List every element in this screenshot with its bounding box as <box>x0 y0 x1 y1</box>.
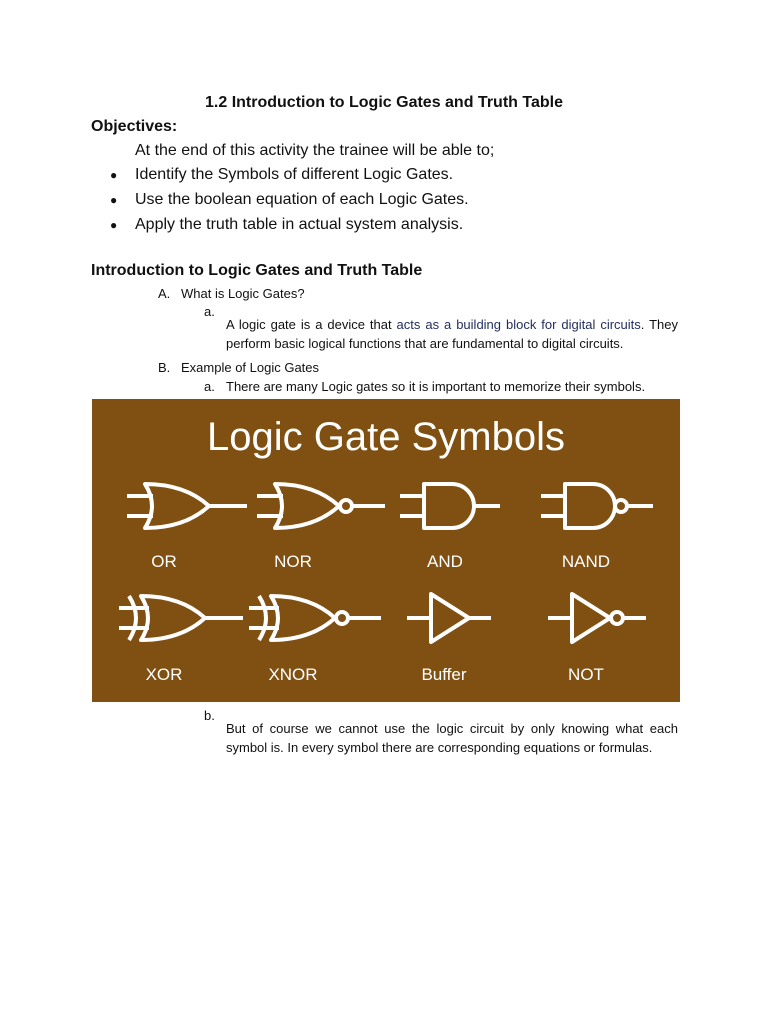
buffer-gate-icon <box>407 594 491 642</box>
gate-label-nor: NOR <box>274 552 312 571</box>
list-marker-B: B. <box>158 360 171 375</box>
list-marker-A: A. <box>158 286 171 301</box>
and-gate-icon <box>400 484 500 528</box>
objectives-heading: Objectives: <box>91 118 178 135</box>
gate-symbols-drawing <box>92 399 680 702</box>
gate-label-xor: XOR <box>145 665 183 684</box>
figure-title: Logic Gate Symbols <box>207 415 565 459</box>
logic-gate-definition <box>226 315 678 353</box>
definition-highlight: acts as a building block for digital circuits <box>396 317 641 332</box>
objective-item: ● Apply the truth table in actual system analysis. <box>110 215 469 240</box>
gate-label-and: AND <box>427 552 463 571</box>
gate-label-buffer: Buffer <box>421 665 467 684</box>
definition-text: A logic gate is a device that <box>226 317 397 332</box>
gate-label-not: NOT <box>568 665 604 684</box>
nor-gate-icon <box>257 484 385 528</box>
list-marker-a: a. <box>204 379 215 394</box>
question-what-is-logic-gates: What is Logic Gates? <box>181 286 305 301</box>
nand-gate-icon <box>541 484 653 528</box>
objective-item: ● Identify the Symbols of different Logic Gates. <box>110 165 469 190</box>
list-marker-a: a. <box>204 304 215 319</box>
memorize-note: There are many Logic gates so it is important to memorize their symbols. <box>226 379 646 394</box>
objectives-list <box>110 165 469 240</box>
gate-label-xnor: XNOR <box>268 665 318 684</box>
logic-gate-symbols-figure <box>92 399 680 702</box>
example-heading: Example of Logic Gates <box>181 360 320 375</box>
not-gate-icon <box>548 594 646 642</box>
list-marker-b: b. <box>204 708 215 723</box>
gate-label-or: OR <box>151 552 177 571</box>
objective-item: ● Use the boolean equation of each Logic Gates. <box>110 190 469 215</box>
page-title: 1.2 Introduction to Logic Gates and Truth Table <box>205 94 563 111</box>
xor-gate-icon <box>119 596 243 640</box>
xnor-gate-icon <box>249 596 381 640</box>
definition-text-rest: . They perform basic logical functions that are fundamental to digital circuits. <box>226 317 678 351</box>
objectives-intro: At the end of this activity the trainee will be able to; <box>135 142 495 159</box>
section-heading: Introduction to Logic Gates and Truth Table <box>91 262 423 279</box>
or-gate-icon <box>127 484 247 528</box>
equations-note: But of course we cannot use the logic circuit by only knowing what each symbol is. In every symbol there are corresponding equations or formulas. <box>226 721 678 755</box>
gate-label-nand: NAND <box>561 552 611 571</box>
